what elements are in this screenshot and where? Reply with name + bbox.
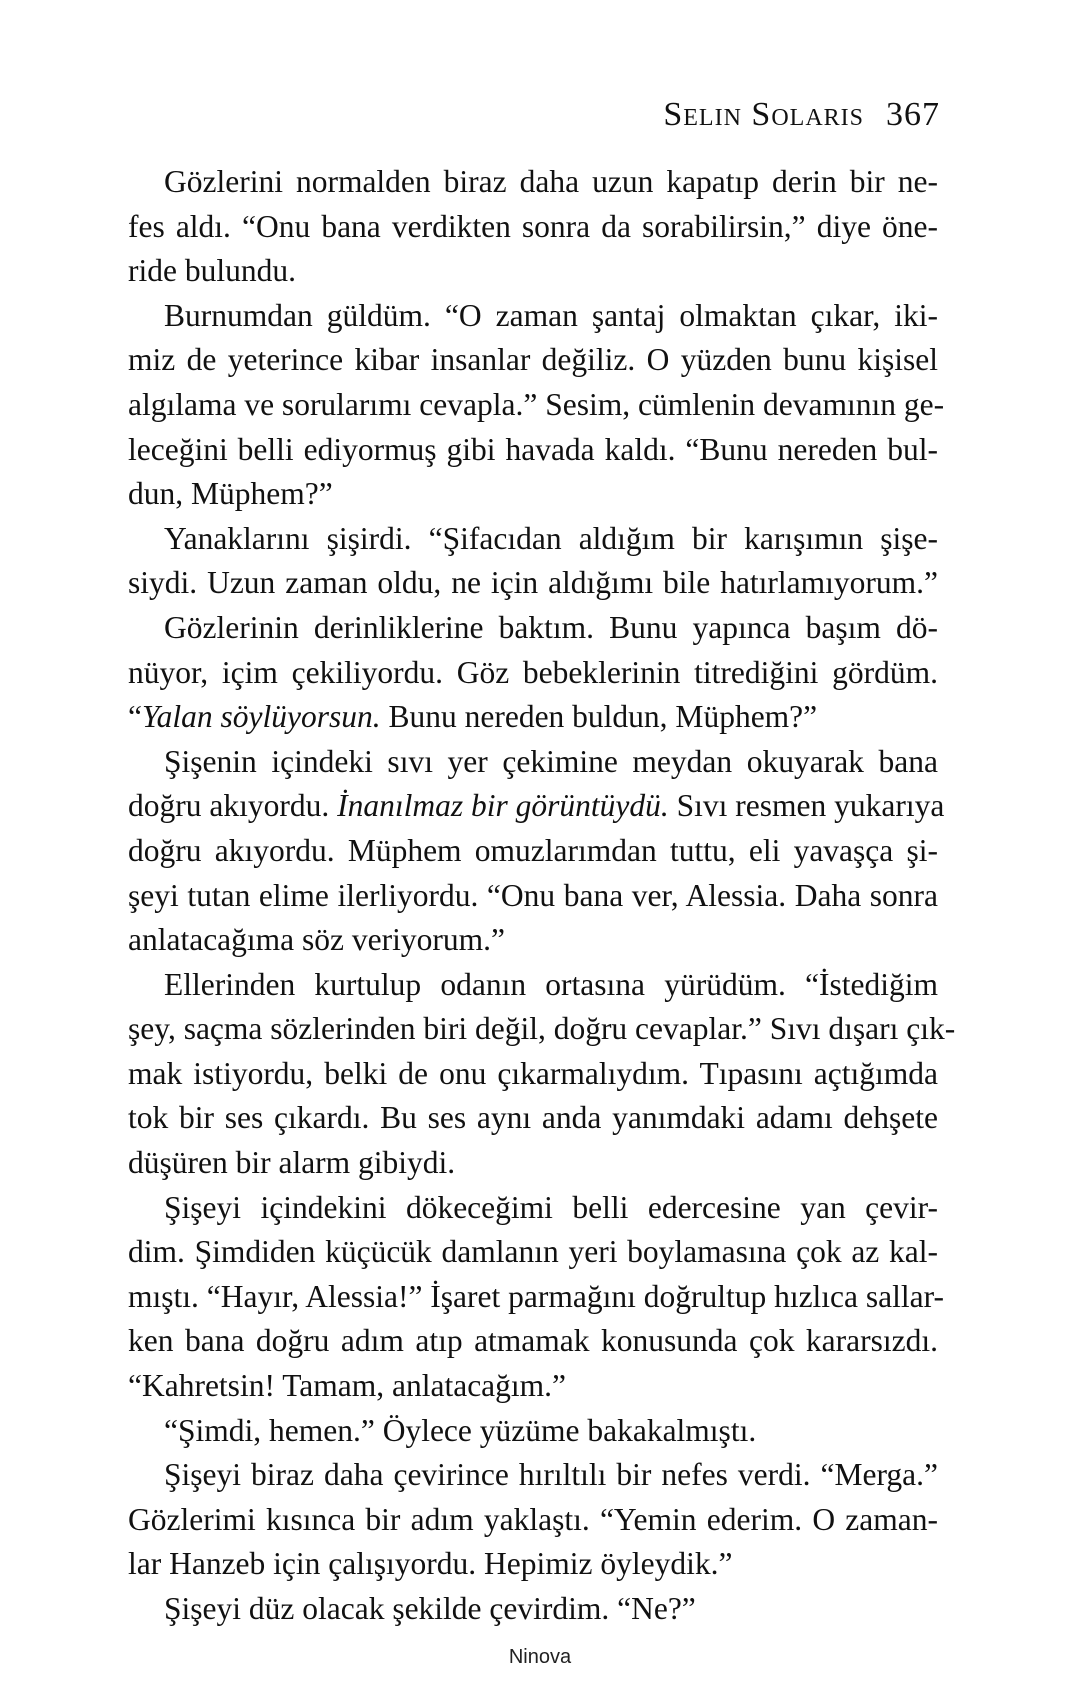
text-line: leceğini belli ediyormuş gibi havada kaldı. “Bunu nereden bul- [128, 431, 938, 467]
page-number: 367 [886, 96, 940, 133]
text-line: ride bulundu. [128, 253, 296, 289]
text-line [128, 695, 938, 740]
text-line: anlatacağıma söz veriyorum.” [128, 922, 505, 958]
text-line: Ellerinden kurtulup odanın ortasına yürüdüm. “İstediğim [164, 966, 938, 1002]
text-line: Şişeyi düz olacak şekilde çevirdim. “Ne?” [164, 1591, 696, 1626]
text-line: algılama ve sorularımı cevapla.” Sesim, cümlenin devamının ge- [128, 386, 945, 422]
text-line: düşüren bir alarm gibiydi. [128, 1145, 456, 1181]
text-line: Gözlerinin derinliklerine baktım. Bunu yapınca başım dö- [164, 609, 938, 645]
text-line: Şişeyi içindekini dökeceğimi belli edercesine yan çevir- [164, 1189, 938, 1225]
running-head [663, 96, 940, 134]
text-segment: Bunu nereden buldun, Müphem?” [380, 699, 818, 735]
text-line: fes aldı. “Onu bana verdikten sonra da sorabilirsin,” diye öne- [128, 208, 938, 244]
text-line: şeyi tutan elime ilerliyordu. “Onu bana ver, Alessia. Daha sonra [128, 877, 938, 913]
text-line: dim. Şimdiden küçücük damlanın yeri boylamasına çok az kal- [128, 1234, 938, 1270]
text-line: nüyor, içim çekiliyordu. Göz bebeklerinin titrediğini gördüm. [128, 654, 938, 690]
text-line: tok bir ses çıkardı. Bu ses aynı anda yanımdaki adamı dehşete [128, 1100, 938, 1136]
text-line: Yanaklarını şişirdi. “Şifacıdan aldığım bir karışımın şişe- [164, 520, 938, 556]
italic-text: Yalan söylüyorsun. [141, 699, 381, 735]
body-text [128, 160, 956, 1632]
text-line [128, 784, 945, 829]
text-segment: Sıvı resmen yukarıya [668, 788, 945, 824]
text-line: ken bana doğru adım atıp atmamak konusunda çok kararsızdı. [128, 1323, 938, 1359]
text-line: şey, saçma sözlerinden biri değil, doğru cevaplar.” Sıvı dışarı çık- [128, 1011, 956, 1047]
text-line: “Şimdi, hemen.” Öylece yüzüme bakakalmıştı. [164, 1412, 757, 1448]
italic-text: İnanılmaz bir görüntüydü. [337, 788, 669, 824]
text-line: mak istiyordu, belki de onu çıkarmalıydım. Tıpasını açtığımda [128, 1055, 938, 1091]
text-line: Gözlerini normalden biraz daha uzun kapatıp derin bir ne- [164, 164, 938, 199]
text-line: mıştı. “Hayır, Alessia!” İşaret parmağını doğrultup hızlıca sallar- [128, 1278, 944, 1314]
text-line: dun, Müphem?” [128, 476, 333, 512]
text-line: lar Hanzeb için çalışıyordu. Hepimiz öyleydik.” [128, 1546, 733, 1582]
text-line: siydi. Uzun zaman oldu, ne için aldığımı bile hatırlamıyorum.” [128, 565, 938, 601]
text-line: Şişenin içindeki sıvı yer çekimine meydan okuyarak bana [164, 743, 938, 779]
text-line: Burnumdan güldüm. “O zaman şantaj olmaktan çıkar, iki- [164, 297, 938, 333]
text-line: “Kahretsin! Tamam, anlatacağım.” [128, 1368, 567, 1404]
text-line: Gözlerimi kısınca bir adım yaklaştı. “Yemin ederim. O zaman- [128, 1501, 938, 1537]
running-head-title: Selin Solaris [663, 96, 864, 133]
publisher-footer: Ninova [508, 1646, 572, 1668]
text-segment: “ [128, 699, 142, 735]
text-line: doğru akıyordu. Müphem omuzlarımdan tuttu, eli yavaşça şi- [128, 832, 938, 868]
text-line: Şişeyi biraz daha çevirince hırıltılı bir nefes verdi. “Merga.” [164, 1457, 938, 1493]
text-segment: doğru akıyordu. [128, 788, 338, 824]
text-line: miz de yeterince kibar insanlar değiliz. O yüzden bunu kişisel [128, 342, 938, 378]
